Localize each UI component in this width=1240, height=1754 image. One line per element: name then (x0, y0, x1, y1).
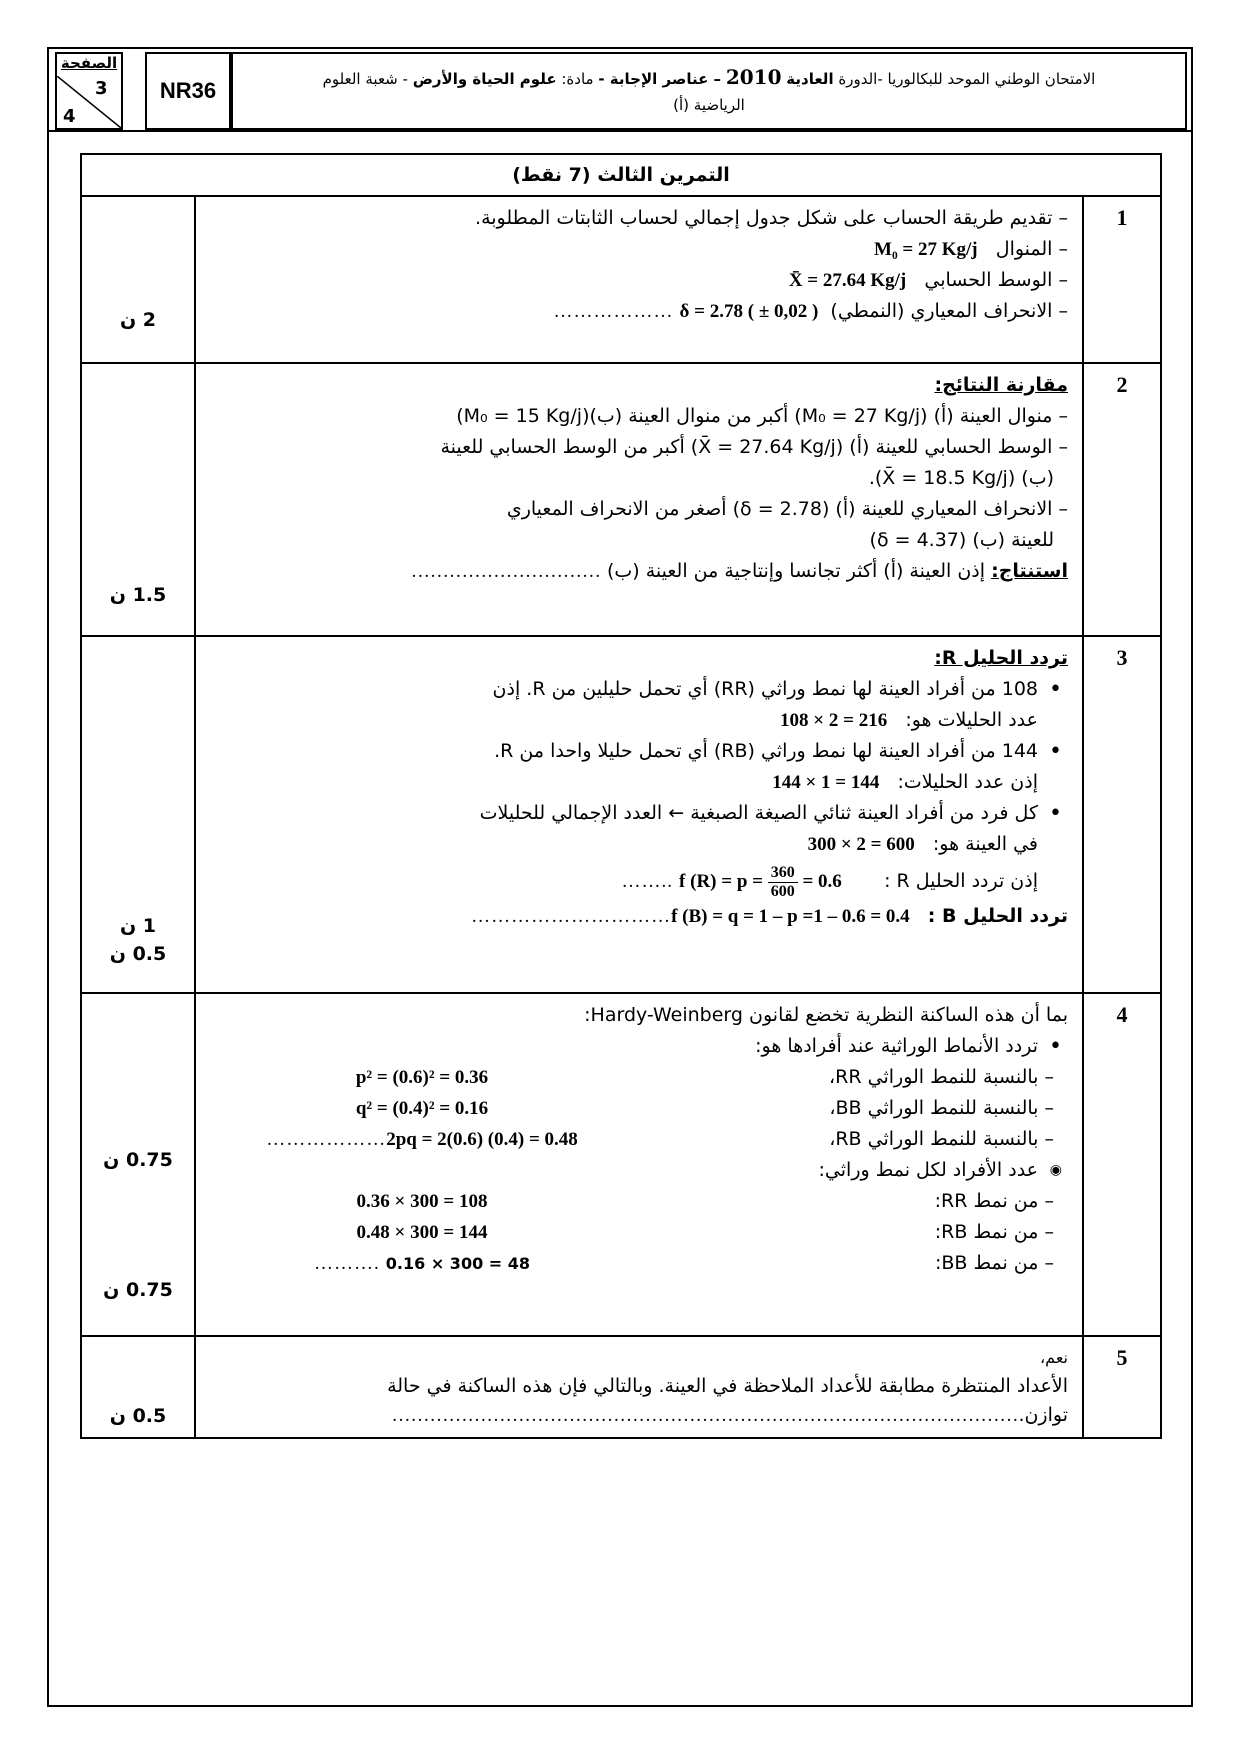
question-number: 3 (1083, 636, 1161, 993)
mark: 0.5 ن (109, 1405, 167, 1427)
question-2-content: مقارنة النتائج: – منوال العينة (أ) (M₀ = 27 Kg/j) أكبر من منوال العينة (ب)(M₀ = 15 Kg/j) – الوسط الحسابي للعينة (أ) (X̄ = 27.64 Kg/j) أكبر من الوسط الحسابي للعينة (ب) (X̄ = 18.5 Kg/j). – الانحراف المعياري للعينة (أ) (δ = 2.78) أصغر من الانحراف المعياري للعينة (ب) (δ = 4.37) استنتاج: إذن العينة (أ) أكثر تجانسا وإنتاجية من العينة (ب) ………………………… (195, 363, 1083, 636)
exercise-title: التمرين الثالث (7 نقط) (81, 154, 1161, 196)
question-1-marks (81, 196, 195, 363)
question-number: 5 (1083, 1336, 1161, 1438)
fraction: $\frac{360}{600}$ (768, 864, 798, 901)
question-row-5 (81, 1336, 1161, 1438)
question-3-content: تردد الحليل R: • 108 من أفراد العينة لها نمط وراثي (RR) أي تحمل حليلين من R. إذن عدد الحليلات هو: 108 × 2 = 216 • 144 من أفراد العينة لها نمط وراثي (RB) أي تحمل حليلا واحدا من R. إذن عدد الحليلات: 144 × 1 = 144 • كل فرد من أفراد العينة ثنائي الصيغة الصبغية ← العدد الإجمالي للحليلات في العينة هو: 300 × 2 = 600 إذن تردد الحليل R : f (R) = p = $\frac{360}{600}$ = 0.6 …….. تردد الحليل B : f (B) = q = 1 – p =1 – 0.6 = 0.4………………………… (195, 636, 1083, 993)
mark: 1.5 ن (109, 584, 167, 606)
mark: 2 ن (119, 309, 157, 331)
question-number: 2 (1083, 363, 1161, 636)
mark: 0.75 ن (103, 1279, 173, 1301)
answer-table (80, 153, 1162, 1439)
mark: 0.5 ن (109, 943, 167, 965)
question-row-2 (81, 363, 1161, 636)
page-number-box (55, 52, 123, 130)
question-row-1 (81, 196, 1161, 363)
question-1-content: – تقديم طريقة الحساب على شكل جدول إجمالي لحساب الثابتات المطلوبة. – المنوال M₀ = 27 Kg/j – الوسط الحسابي X̄ = 27.64 Kg/j – الانحراف المعياري (النمطي) δ = 2.78 ( ± 0,02 ) ……………… (195, 196, 1083, 363)
page-total: 4 (63, 106, 76, 127)
page-label: الصفحة (60, 54, 118, 72)
question-2-marks (81, 363, 195, 636)
exam-code: NR36 (145, 52, 231, 130)
exam-title: الامتحان الوطني الموحد للبكالوريا -الدورة العادية 2010 – عناصر الإجابة - مادة: علوم الحياة والأرض - شعبة العلوم الرياضية (أ) (231, 52, 1187, 130)
question-number: 4 (1083, 993, 1161, 1336)
question-3-marks (81, 636, 195, 993)
question-5-marks (81, 1336, 195, 1438)
page-current: 3 (95, 78, 108, 99)
question-number: 1 (1083, 196, 1161, 363)
question-4-content: بما أن هذه الساكنة النظرية تخضع لقانون Hardy-Weinberg: • تردد الأنماط الوراثية عند أفرادها هو: – بالنسبة للنمط الوراثي RR، p² = (0.6)² = 0.36 – بالنسبة للنمط الوراثي BB، q² = (0.4)² = 0.16 – بالنسبة للنمط الوراثي RB، 2pq = 2(0.6) (0.4) = 0.48……………… ◉ عدد الأفراد لكل نمط وراثي: – من نمط RR: 0.36 × 300 = 108 – من نمط RB: 0.48 × 300 = 144 – من نمط BB: 0.16 × 300 = 48 ………. (195, 993, 1083, 1336)
mark: 0.75 ن (103, 1149, 173, 1171)
question-row-4 (81, 993, 1161, 1336)
question-row-3 (81, 636, 1161, 993)
mark: 1 ن (119, 915, 157, 937)
question-5-content: نعم، الأعداد المنتظرة مطابقة للأعداد الملاحظة في العينة. وبالتالي فإن هذه الساكنة في حالة توازن.……………………………………………………………………………………… (195, 1336, 1083, 1438)
question-4-marks (81, 993, 195, 1336)
header (47, 47, 1193, 132)
